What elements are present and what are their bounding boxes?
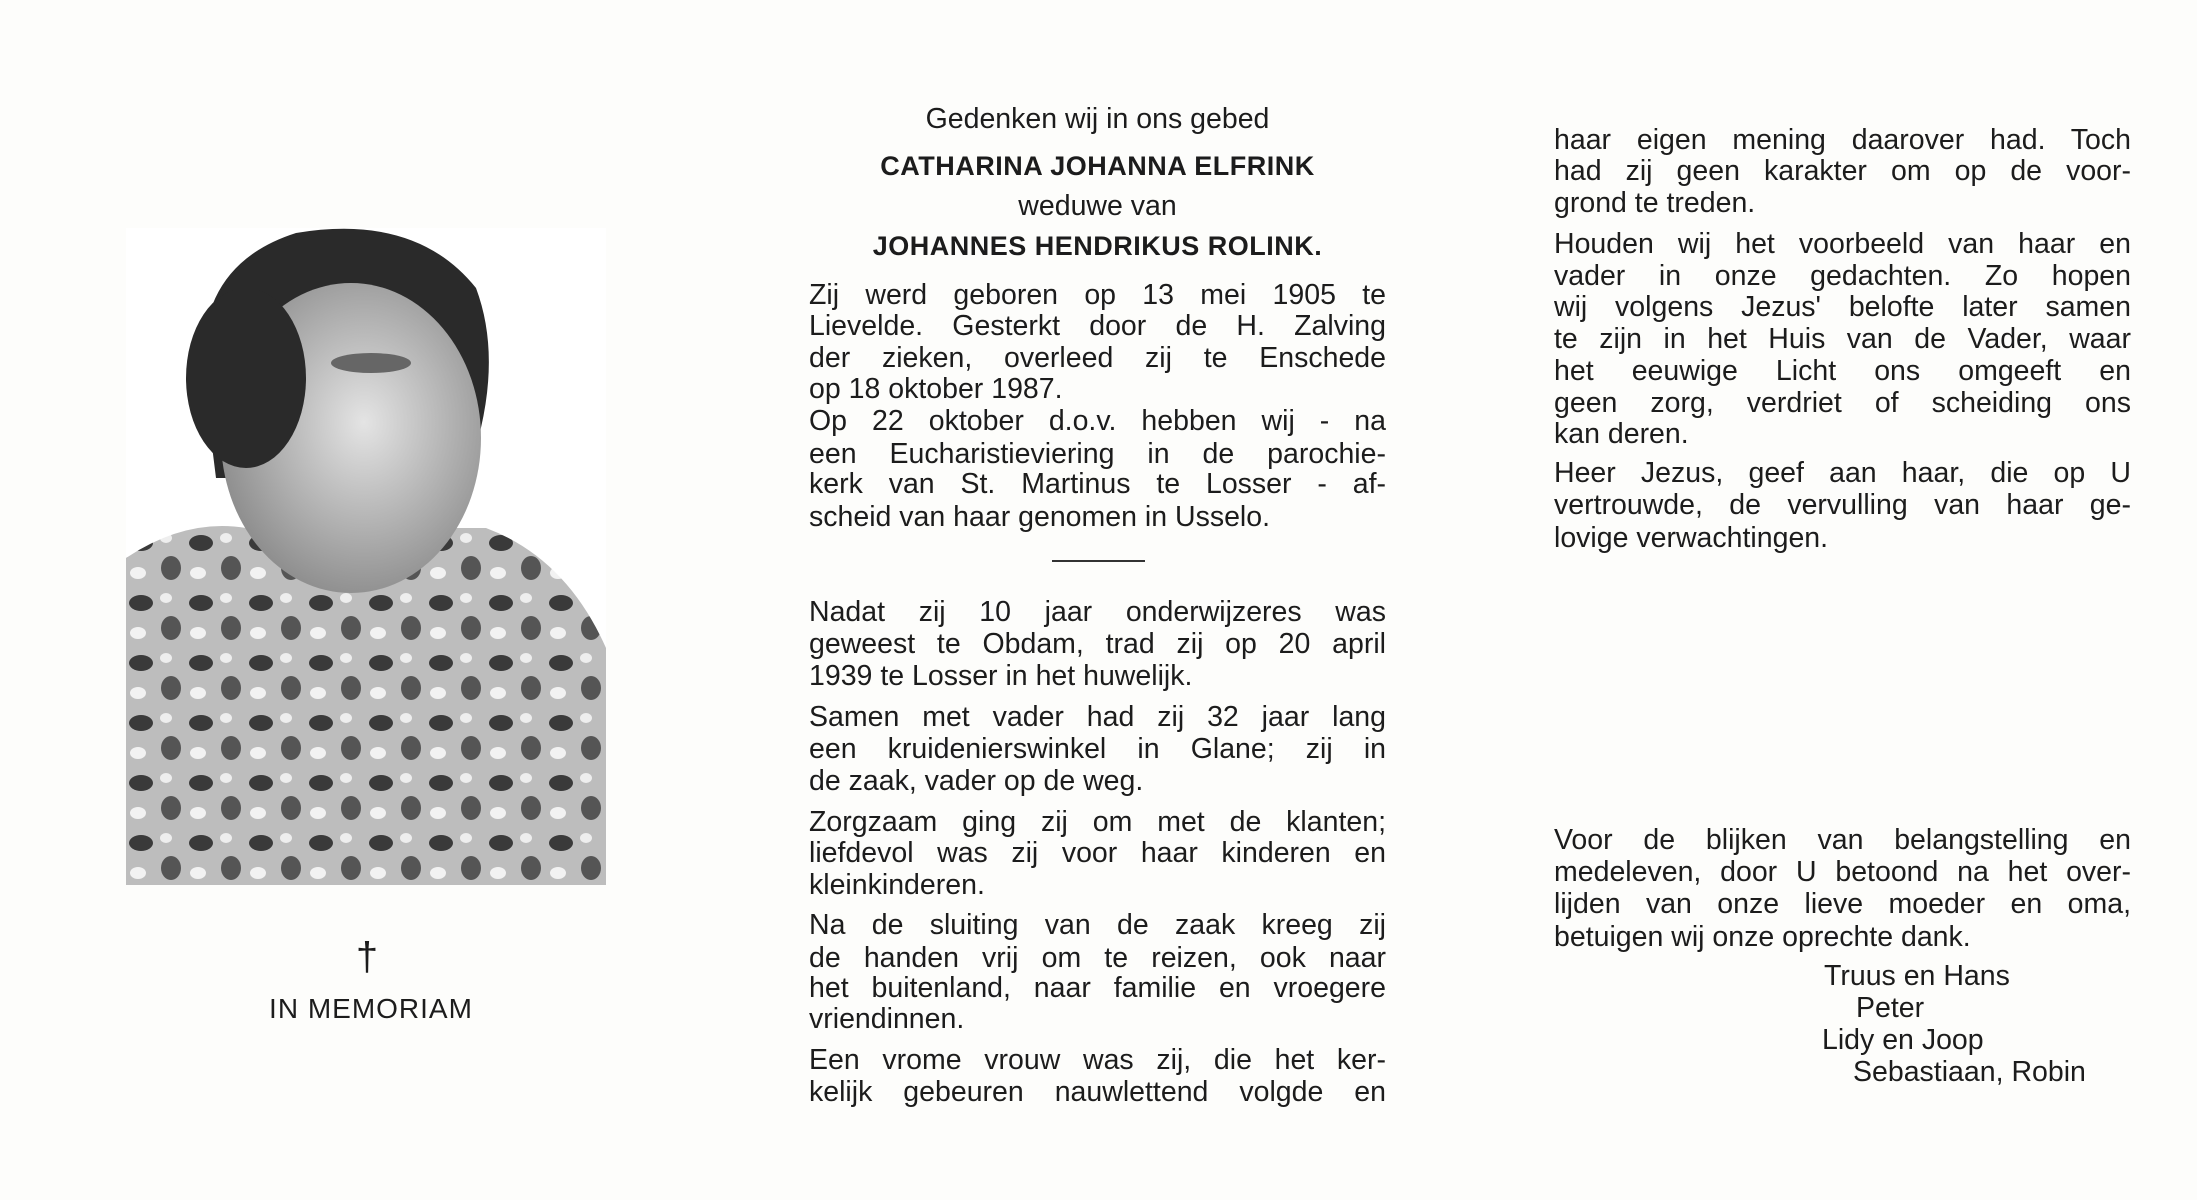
text-line: wij volgens Jezus' belofte later samen [1554,290,2131,323]
text-line: Heer Jezus, geef aan haar, die op U [1554,457,2131,490]
text-line: de handen vrij om te reizen, ook naar [809,941,1386,974]
text-line: kerk van St. Martinus te Losser - af- [809,468,1386,501]
text-line: de zaak, vader op de weg. [809,765,1144,798]
text-line: op 18 oktober 1987. [809,373,1063,406]
text-line: geen zorg, verdriet of scheiding ons [1554,387,2131,420]
signature-name: Truus en Hans [1824,959,2010,992]
text-line: Zorgzaam ging zij om met de klanten; [809,805,1386,838]
portrait-photo [126,228,606,885]
text-line: Lievelde. Gesterkt door de H. Zalving [809,310,1386,343]
thanks-line: medeleven, door U betoond na het over- [1554,856,2131,889]
text-line: der zieken, overleed zij te Enschede [809,342,1386,375]
text-line: te zijn in het Huis van de Vader, waar [1554,322,2131,355]
text-line: Na de sluiting van de zaak kreeg zij [809,909,1386,942]
text-line: grond te treden. [1554,187,1756,219]
divider [1052,560,1145,562]
text-line: het eeuwige Licht ons omgeeft en [1554,355,2131,387]
text-line: kan deren. [1554,418,1689,450]
text-line: Op 22 oktober d.o.v. hebben wij - na [809,405,1386,438]
husband-name: JOHANNES HENDRIKUS ROLINK. [872,231,1323,261]
signature-name: Lidy en Joop [1822,1024,1984,1057]
text-line: vertrouwde, de vervulling van haar ge- [1554,489,2131,522]
thanks-line: Voor de blijken van belangstelling en [1554,824,2131,856]
thanks-line: lijden van onze lieve moeder en oma, [1554,888,2131,921]
text-line: een kruidenierswinkel in Glane; zij in [809,733,1386,765]
text-line: had zij geen karakter om op de voor- [1554,154,2131,187]
text-line: Houden wij het voorbeeld van haar en [1554,227,2131,260]
text-line: geweest te Obdam, trad zij op 20 april [809,628,1386,660]
deceased-name: CATHARINA JOHANNA ELFRINK [880,151,1315,181]
in-memoriam-label: IN MEMORIAM [269,993,473,1024]
text-line: kelijk gebeuren nauwlettend volgde en [809,1076,1386,1108]
text-line: scheid van haar genomen in Usselo. [809,500,1271,533]
widow-of-text: weduwe van [1018,190,1177,222]
text-line: Een vrome vrouw was zij, die het ker- [809,1043,1386,1076]
intro-text: Gedenken wij in ons gebed [925,103,1270,135]
text-line: Zij werd geboren op 13 mei 1905 te [809,279,1386,312]
signature-name: Peter [1856,992,1925,1024]
text-line: Nadat zij 10 jaar onderwijzeres was [809,595,1386,628]
text-line: haar eigen mening daarover had. Toch [1554,124,2131,156]
thanks-line: betuigen wij onze oprechte dank. [1554,920,1971,953]
signature-name: Sebastiaan, Robin [1853,1056,2086,1089]
text-line: het buitenland, naar familie en vroegere [809,972,1386,1005]
portrait-image [126,228,606,885]
text-line: vader in onze gedachten. Zo hopen [1554,259,2131,292]
text-line: liefdevol was zij voor haar kinderen en [809,836,1386,869]
text-line: 1939 te Losser in het huwelijk. [809,660,1193,693]
text-line: vriendinnen. [809,1003,965,1036]
text-line: Samen met vader had zij 32 jaar lang [809,700,1386,733]
text-line: een Eucharistieviering in de parochie- [809,437,1386,470]
text-line: lovige verwachtingen. [1554,521,1829,554]
text-line: kleinkinderen. [809,868,985,901]
cross-icon: † [355,935,379,979]
